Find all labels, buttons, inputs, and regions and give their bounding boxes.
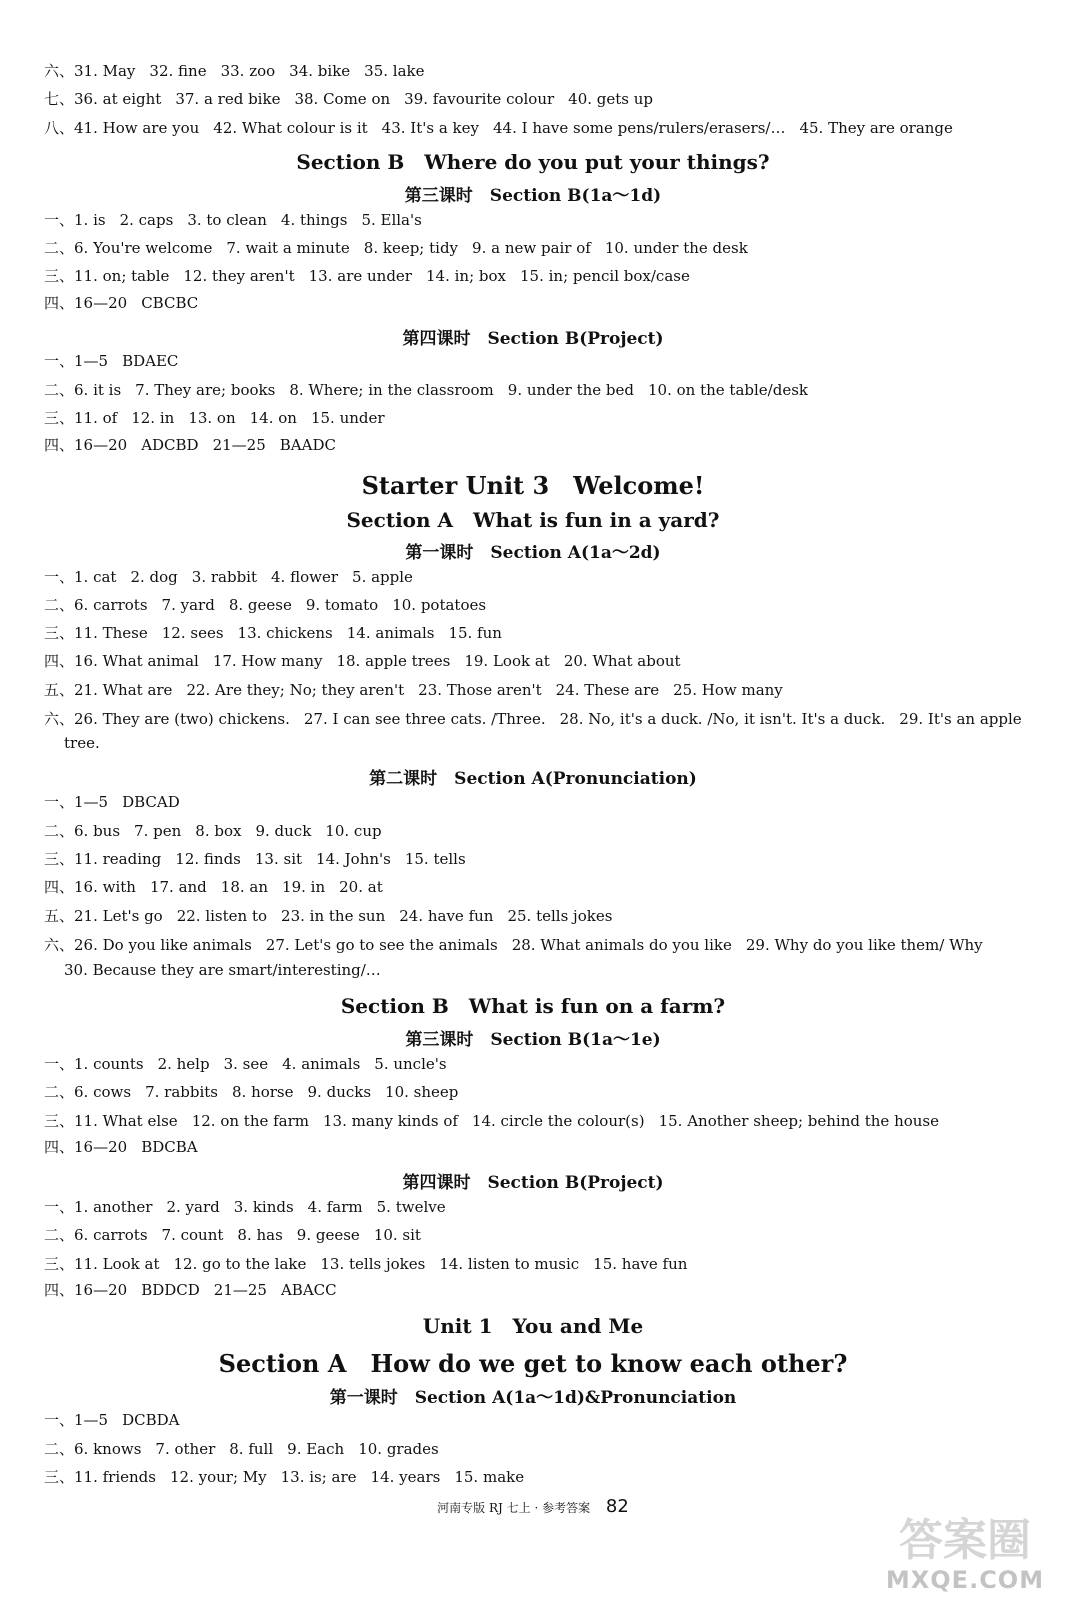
line-3: [44, 117, 1046, 139]
answer-item: 28. What animals do you like: [511, 936, 732, 954]
answer-item: 28. No, it's a duck. /No, it isn't. It's a duck.: [559, 710, 886, 728]
line-7: [44, 292, 1046, 314]
line-25: [44, 1081, 1046, 1103]
answer-item: 7. count: [161, 1226, 224, 1244]
answer-item: 10. grades: [358, 1440, 439, 1458]
answer-item: 35. lake: [364, 62, 425, 80]
answer-item: 42. What colour is it: [213, 119, 368, 137]
answer-item: 14. listen to music: [439, 1255, 580, 1273]
answer-item: BDCBA: [141, 1138, 198, 1156]
answer-item: 2. caps: [119, 211, 174, 229]
answer-item: DCBDA: [122, 1411, 180, 1429]
line-11: [44, 434, 1046, 456]
answer-item: 9. duck: [255, 822, 312, 840]
lesson-heading: 第三课时 Section B(1a～1e): [405, 1030, 661, 1050]
answer-item: 三、11. of: [44, 409, 118, 427]
line-4: [44, 209, 1046, 231]
answer-item: 13. are under: [308, 267, 412, 285]
answer-item: ADCBD: [141, 436, 199, 454]
answer-item: 27. Let's go to see the animals: [265, 936, 498, 954]
answer-item: 12. they aren't: [183, 267, 295, 285]
line-15: [44, 650, 1046, 672]
line-5: [44, 237, 1046, 259]
answer-item: 四、16—20: [44, 436, 128, 454]
line-23-cont: [64, 959, 1046, 981]
answer-item: 9. ducks: [307, 1083, 372, 1101]
answer-item: 15. tells: [404, 850, 466, 868]
answer-item: 8. geese: [228, 596, 292, 614]
answer-item: 15. Another sheep; behind the house: [658, 1112, 939, 1130]
answer-item: 8. Where; in the classroom: [289, 381, 494, 399]
answer-item: 八、41. How are you: [44, 119, 200, 137]
line-21: [44, 876, 1046, 898]
answer-item: 13. many kinds of: [323, 1112, 458, 1130]
lesson-heading: 第一课时 Section A(1a～1d)&Pronunciation: [329, 1388, 737, 1408]
line-10: [44, 407, 1046, 429]
answer-item: 5. twelve: [376, 1198, 446, 1216]
unit-heading: Unit 1 You and Me: [422, 1314, 644, 1338]
answer-item: 17. and: [149, 878, 207, 896]
answer-item: ABACC: [280, 1281, 337, 1299]
answer-item: 4. farm: [307, 1198, 363, 1216]
answer-item: 四、16—20: [44, 1281, 128, 1299]
answer-item: 六、31. May: [44, 62, 136, 80]
section-heading: Section B Where do you put your things?: [296, 150, 770, 174]
answer-item: 4. animals: [282, 1055, 361, 1073]
answer-item: 9. a new pair of: [472, 239, 591, 257]
answer-item: 9. tomato: [305, 596, 379, 614]
answer-item: 13. on: [188, 409, 236, 427]
line-22: [44, 905, 1046, 927]
answer-item: 3. to clean: [187, 211, 267, 229]
lesson-heading: 第三课时 Section B(1a～1d): [404, 186, 662, 206]
line-33: [44, 1438, 1046, 1460]
answer-item: 14. circle the colour(s): [471, 1112, 645, 1130]
line-27: [44, 1136, 1046, 1158]
answer-item: 21—25: [212, 436, 266, 454]
answer-item: 20. at: [339, 878, 383, 896]
section-heading: Section A How do we get to know each other?: [218, 1349, 848, 1378]
watermark: [870, 1504, 1060, 1594]
line-6: [44, 265, 1046, 287]
answer-item: 24. These are: [555, 681, 660, 699]
answer-item: 13. sit: [254, 850, 303, 868]
answer-item: 32. fine: [149, 62, 207, 80]
answer-item: 15. have fun: [593, 1255, 688, 1273]
line-12: [44, 566, 1046, 588]
answer-item: 一、1. is: [44, 211, 106, 229]
answer-item: 19. in: [282, 878, 326, 896]
answer-item: 45. They are orange: [799, 119, 953, 137]
line-24: [44, 1053, 1046, 1075]
answer-item: 39. favourite colour: [404, 90, 555, 108]
answer-item: 33. zoo: [220, 62, 276, 80]
answer-item: CBCBC: [141, 294, 199, 312]
line-34: [44, 1466, 1046, 1488]
line-2: [44, 88, 1046, 110]
line-20: [44, 848, 1046, 870]
answer-item: 二、6. bus: [44, 822, 121, 840]
line-18: [44, 791, 1046, 813]
answer-item: 14. on: [249, 409, 297, 427]
answer-item: 二、6. knows: [44, 1440, 142, 1458]
answer-item: 2. yard: [166, 1198, 220, 1216]
line-16: [44, 679, 1046, 701]
answer-item: 22. listen to: [176, 907, 268, 925]
answer-item: 7. yard: [161, 596, 215, 614]
answer-item: 13. tells jokes: [320, 1255, 426, 1273]
answer-item: 三、11. These: [44, 624, 148, 642]
answer-item: 7. They are; books: [135, 381, 276, 399]
answer-item: 21—25: [213, 1281, 267, 1299]
line-29: [44, 1224, 1046, 1246]
unit-heading: Starter Unit 3 Welcome!: [361, 471, 705, 500]
answer-item: 三、11. Look at: [44, 1255, 160, 1273]
answer-item: 14. years: [370, 1468, 441, 1486]
line-14: [44, 622, 1046, 644]
answer-item: 29. Why do you like them/ Why: [745, 936, 983, 954]
answer-item: 43. It's a key: [381, 119, 479, 137]
answer-item: 12. your; My: [169, 1468, 267, 1486]
answer-item: 18. an: [220, 878, 269, 896]
answer-item: 六、26. They are (two) chickens.: [44, 710, 290, 728]
answer-item: 23. Those aren't: [418, 681, 542, 699]
answer-item: 3. see: [223, 1055, 269, 1073]
answer-item: 五、21. Let's go: [44, 907, 163, 925]
line-8: [44, 350, 1046, 372]
answer-item: 12. sees: [161, 624, 224, 642]
answer-item: 四、16—20: [44, 1138, 128, 1156]
answer-item: 10. potatoes: [392, 596, 487, 614]
answer-item: 二、6. carrots: [44, 596, 148, 614]
lesson-heading: 第一课时 Section A(1a～2d): [405, 543, 661, 563]
answer-item: 38. Come on: [294, 90, 391, 108]
answer-item: 4. flower: [271, 568, 339, 586]
answer-item: 34. bike: [289, 62, 351, 80]
answer-item: 四、16—20: [44, 294, 128, 312]
answer-item: 8. keep; tidy: [363, 239, 459, 257]
answer-item: 30. Because they are smart/interesting/…: [64, 961, 381, 979]
line-17-cont: [64, 732, 1046, 754]
line-13: [44, 594, 1046, 616]
answer-item: 10. on the table/desk: [648, 381, 808, 399]
answer-item: 25. tells jokes: [507, 907, 613, 925]
answer-item: 15. make: [454, 1468, 525, 1486]
answer-item: 二、6. cows: [44, 1083, 132, 1101]
section-heading: Section B What is fun on a farm?: [340, 994, 726, 1018]
answer-item: 12. finds: [175, 850, 241, 868]
answer-item: BDAEC: [122, 352, 179, 370]
answer-item: 10. sheep: [385, 1083, 459, 1101]
answer-item: 五、21. What are: [44, 681, 173, 699]
lesson-heading: 第四课时 Section B(Project): [402, 1173, 664, 1193]
watermark-site: MXQE.COM: [885, 1566, 1045, 1594]
line-19: [44, 820, 1046, 842]
answer-item: 22. Are they; No; they aren't: [186, 681, 405, 699]
answer-item: 7. wait a minute: [226, 239, 350, 257]
answer-item: 15. under: [310, 409, 385, 427]
answer-item: tree.: [64, 734, 100, 752]
answer-item: 5. Ella's: [361, 211, 422, 229]
answer-item: 37. a red bike: [175, 90, 281, 108]
line-30: [44, 1253, 1046, 1275]
answer-item: 20. What about: [563, 652, 681, 670]
answer-item: 27. I can see three cats. /Three.: [303, 710, 546, 728]
line-28: [44, 1196, 1046, 1218]
answer-item: 5. apple: [352, 568, 413, 586]
answer-item: 23. in the sun: [281, 907, 386, 925]
section-heading: Section A What is fun in a yard?: [346, 508, 720, 532]
answer-item: 2. dog: [130, 568, 178, 586]
answer-item: 40. gets up: [568, 90, 654, 108]
answer-item: 三、11. reading: [44, 850, 162, 868]
answer-item: 一、1—5: [44, 352, 109, 370]
answer-item: 15. in; pencil box/case: [519, 267, 690, 285]
answer-item: 10. sit: [373, 1226, 421, 1244]
answer-item: 一、1—5: [44, 1411, 109, 1429]
answer-item: DBCAD: [122, 793, 180, 811]
answer-item: 3. rabbit: [191, 568, 258, 586]
answer-item: 24. have fun: [399, 907, 494, 925]
answer-item: 二、6. You're welcome: [44, 239, 213, 257]
answer-item: 14. in; box: [425, 267, 506, 285]
lesson-heading: 第四课时 Section B(Project): [402, 329, 664, 349]
answer-item: 一、1. cat: [44, 568, 117, 586]
answer-item: 七、36. at eight: [44, 90, 162, 108]
answer-item: 14. John's: [316, 850, 391, 868]
answer-item: 二、6. carrots: [44, 1226, 148, 1244]
answer-item: 18. apple trees: [336, 652, 451, 670]
answer-item: 14. animals: [346, 624, 435, 642]
answer-item: 3. kinds: [233, 1198, 294, 1216]
answer-item: 13. is; are: [280, 1468, 357, 1486]
answer-item: 2. help: [157, 1055, 210, 1073]
answer-item: 二、6. it is: [44, 381, 122, 399]
page-number: 82: [605, 1496, 629, 1517]
answer-item: 7. other: [155, 1440, 216, 1458]
answer-item: 一、1. counts: [44, 1055, 144, 1073]
answer-item: 六、26. Do you like animals: [44, 936, 252, 954]
line-1: [44, 60, 1046, 82]
answer-item: 9. under the bed: [507, 381, 635, 399]
answer-item: 10. cup: [325, 822, 382, 840]
answer-item: 8. full: [229, 1440, 274, 1458]
answer-item: BAADC: [279, 436, 336, 454]
answer-item: 12. in: [131, 409, 175, 427]
answer-item: 4. things: [280, 211, 348, 229]
line-26: [44, 1110, 1046, 1132]
line-23: [44, 934, 1046, 956]
answer-item: 12. go to the lake: [173, 1255, 307, 1273]
line-17: [44, 708, 1046, 730]
answer-item: BDDCD: [141, 1281, 200, 1299]
answer-item: 三、11. What else: [44, 1112, 178, 1130]
lesson-heading: 第二课时 Section A(Pronunciation): [369, 769, 697, 789]
answer-item: 7. pen: [134, 822, 182, 840]
answer-item: 7. rabbits: [145, 1083, 218, 1101]
answer-item: 9. Each: [287, 1440, 345, 1458]
answer-item: 三、11. friends: [44, 1468, 156, 1486]
answer-item: 29. It's an apple: [899, 710, 1022, 728]
answer-item: 19. Look at: [464, 652, 550, 670]
answer-item: 15. fun: [448, 624, 502, 642]
answer-item: 12. on the farm: [191, 1112, 310, 1130]
answer-item: 44. I have some pens/rulers/erasers/…: [493, 119, 786, 137]
answer-item: 9. geese: [296, 1226, 360, 1244]
answer-item: 13. chickens: [237, 624, 333, 642]
answer-item: 一、1—5: [44, 793, 109, 811]
answer-item: 8. has: [237, 1226, 283, 1244]
answer-item: 四、16. with: [44, 878, 136, 896]
answer-item: 三、11. on; table: [44, 267, 170, 285]
answer-item: 8. horse: [231, 1083, 294, 1101]
answer-item: 5. uncle's: [374, 1055, 447, 1073]
line-32: [44, 1409, 1046, 1431]
answer-item: 一、1. another: [44, 1198, 153, 1216]
answer-item: 25. How many: [673, 681, 783, 699]
line-31: [44, 1279, 1046, 1301]
watermark-logo: 答案圈: [899, 1515, 1031, 1566]
answer-item: 8. box: [195, 822, 242, 840]
answer-item: 17. How many: [212, 652, 323, 670]
line-9: [44, 379, 1046, 401]
footer-label: 河南专版 RJ 七上 · 参考答案: [437, 1501, 591, 1515]
answer-item: 10. under the desk: [604, 239, 748, 257]
answer-item: 四、16. What animal: [44, 652, 199, 670]
